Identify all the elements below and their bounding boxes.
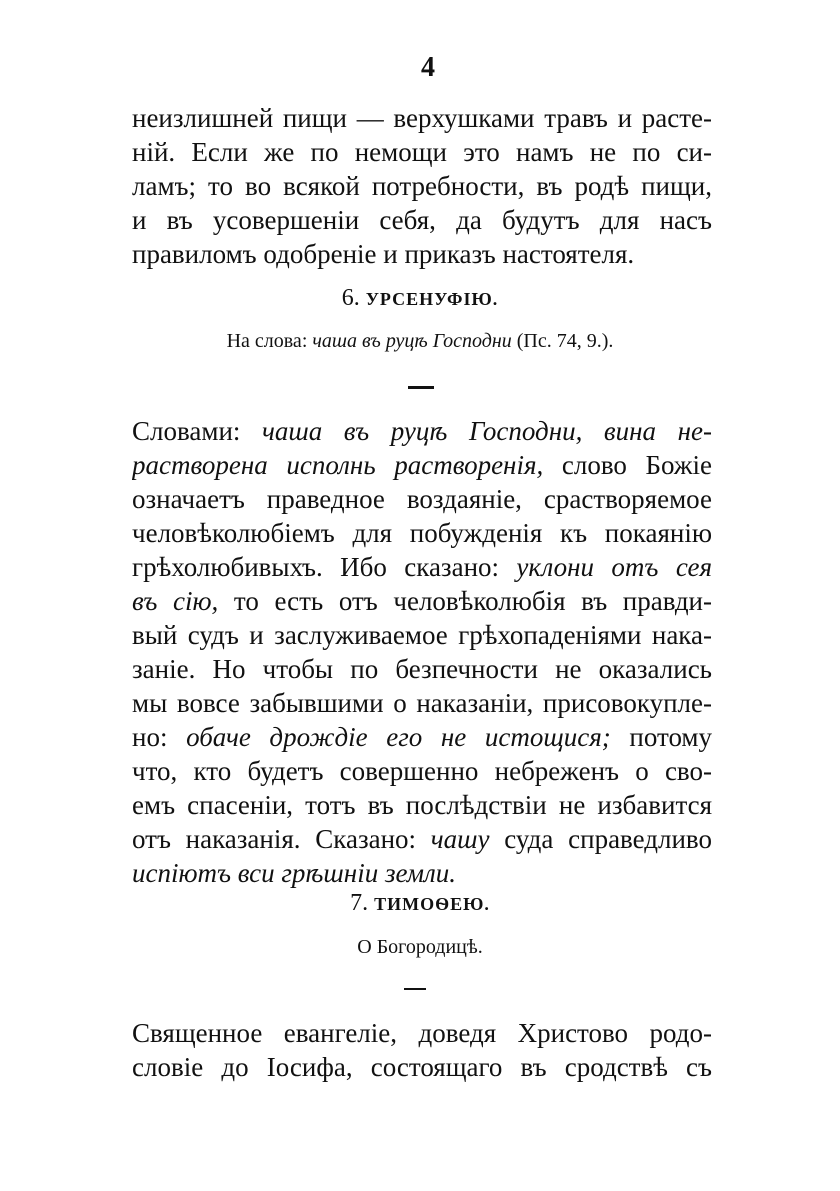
italic-run: растворена исполнь растворенія, — [132, 450, 544, 480]
text-run: означаетъ праведное воздаяніе, срастворяемое — [132, 484, 712, 514]
section-7-name: ТИМОѲЕЮ. — [374, 894, 490, 914]
section-7-body — [132, 1016, 712, 1084]
text-line: неизлишней пищи — верхушками травъ и расте- — [132, 103, 712, 133]
page-number: 4 — [421, 52, 435, 83]
text-line — [132, 720, 712, 754]
section-6-heading — [0, 285, 840, 312]
italic-run: испіютъ вси грѣшніи земли. — [132, 858, 457, 888]
text-line: и въ усовершеніи себя, да будутъ для насъ — [132, 205, 712, 235]
section-6-subtitle-quote: чаша въ руцѣ Господни — [312, 330, 512, 352]
text-run: отъ наказанія. Сказано: — [132, 824, 431, 854]
text-run: грѣхолюбивыхъ. Ибо сказано: — [132, 552, 517, 582]
section-6-body — [132, 414, 712, 890]
text-line — [132, 652, 712, 686]
text-run: то есть отъ человѣколюбія въ правди- — [218, 586, 712, 616]
text-line: Священное евангеліе, доведя Христово родо- — [132, 1018, 712, 1048]
section-7-subtitle: О Богородицѣ. — [357, 936, 483, 958]
italic-run: уклони отъ сея — [516, 552, 712, 582]
section-7-number: 7. — [350, 890, 369, 916]
text-run: Словами: — [132, 416, 262, 446]
section-6-number: 6. — [341, 285, 360, 311]
text-line: ній. Если же по немощи это намъ не по си- — [132, 137, 712, 167]
italic-run: обаче дрождіе его не истощися; — [186, 722, 611, 752]
text-line — [132, 448, 712, 482]
text-line: ламъ; то во всякой потребности, въ родѣ пищи, — [132, 171, 712, 201]
text-run: человѣколюбіемъ для побужденія къ покаянію — [132, 518, 712, 548]
text-run: вый судъ и заслуживаемое грѣхопаденіями нака- — [132, 620, 712, 650]
text-line — [132, 822, 712, 856]
text-run: что, кто будетъ совершенно небреженъ о сво- — [132, 756, 712, 786]
text-run: мы вовсе забывшими о наказаніи, присовокупле- — [132, 688, 712, 718]
text-line — [132, 856, 712, 890]
section-7-heading — [0, 890, 840, 917]
text-line — [132, 584, 712, 618]
section-7-divider — [404, 988, 426, 990]
section-6-subtitle-suffix: (Пс. 74, 9.). — [511, 330, 614, 352]
text-run: заніе. Но чтобы по безпечности не оказались — [132, 654, 712, 684]
section-6-subtitle-prefix: На слова: — [226, 330, 313, 352]
section-6-subtitle — [0, 330, 840, 353]
text-line — [132, 618, 712, 652]
text-run: слово Божіе — [543, 450, 712, 480]
text-line — [132, 516, 712, 550]
text-line: правиломъ одобреніе и приказъ настоятеля. — [132, 239, 635, 269]
text-line — [132, 754, 712, 788]
text-run: но: — [132, 722, 187, 752]
section-6-divider — [408, 386, 434, 389]
text-run: потому — [610, 722, 712, 752]
text-line — [132, 414, 712, 448]
text-line: словіе до Іосифа, состоящаго въ сродствѣ съ — [132, 1052, 712, 1082]
text-run: суда справедливо — [489, 824, 712, 854]
section-6-name: УРСЕНУФІЮ. — [365, 289, 499, 309]
italic-run: чашу — [430, 824, 490, 854]
text-line — [132, 482, 712, 516]
italic-run: въ сію, — [132, 586, 219, 616]
italic-run: чаша въ руцѣ Господни, вина не- — [261, 416, 712, 446]
text-line — [132, 550, 712, 584]
text-line — [132, 788, 712, 822]
text-line — [132, 686, 712, 720]
intro-paragraph — [132, 101, 712, 271]
text-run: емъ спасеніи, тотъ въ послѣдствіи не избавится — [132, 790, 712, 820]
